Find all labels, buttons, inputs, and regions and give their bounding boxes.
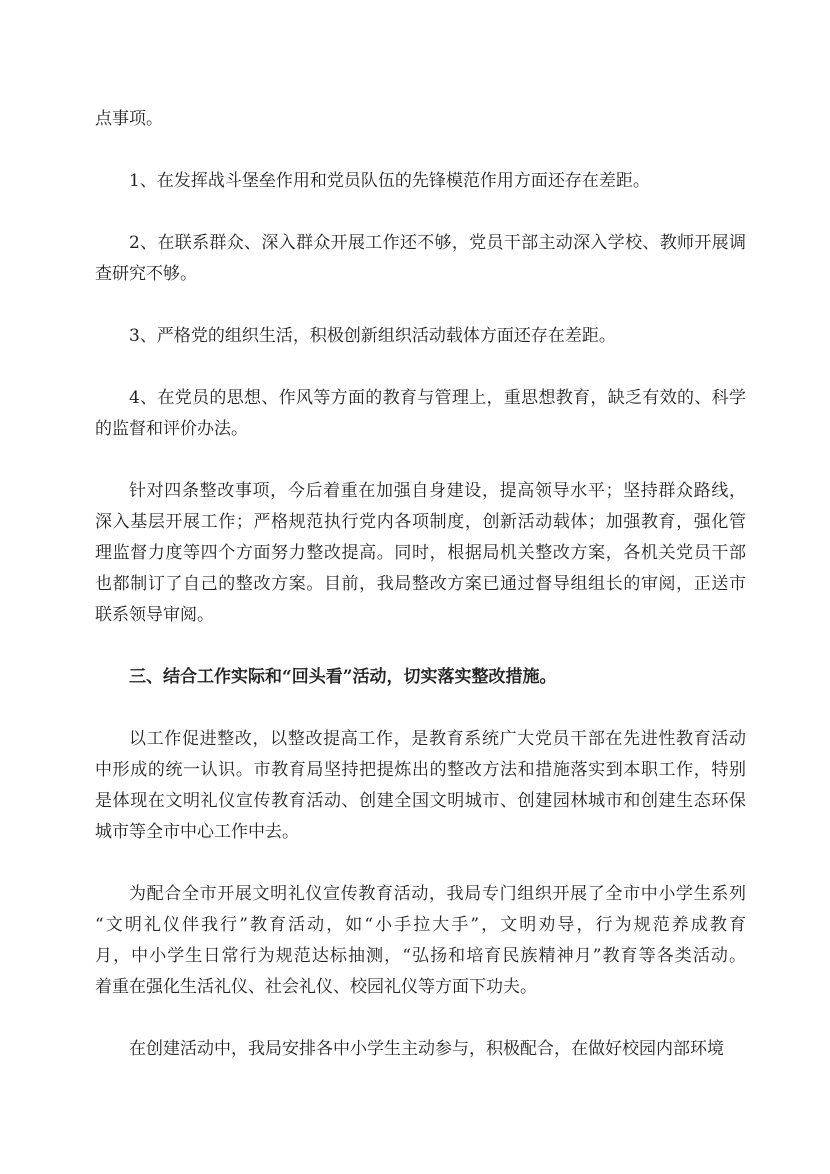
text-line: 的监督和评价办法。 <box>95 419 248 439</box>
text-line: 联系领导审阅。 <box>95 605 214 625</box>
text-line: 点事项。 <box>95 109 163 129</box>
paragraph <box>95 383 746 445</box>
paragraph <box>95 724 746 848</box>
section-heading <box>95 662 746 693</box>
paragraph <box>95 476 746 631</box>
text-line: 三、结合工作实际和“回头看”活动，切实落实整改措施。 <box>129 667 557 687</box>
text-line: 深入基层开展工作；严格规范执行党内各项制度，创新活动载体；加强教育，强化管 <box>95 512 746 532</box>
text-line: 针对四条整改事项，今后着重在加强自身建设，提高领导水平；坚持群众路线， <box>129 481 746 501</box>
paragraph <box>95 166 746 197</box>
text-line: 也都制订了自己的整改方案。目前，我局整改方案已通过督导组组长的审阅，正送市 <box>95 574 746 594</box>
paragraph <box>95 879 746 1003</box>
text-line: “文明礼仪伴我行”教育活动，如“小手拉大手”，文明劝导，行为规范养成教育 <box>95 915 746 935</box>
paragraph <box>95 104 746 135</box>
text-line: 着重在强化生活礼仪、社会礼仪、校园礼仪等方面下功夫。 <box>95 977 537 997</box>
text-line: 2、在联系群众、深入群众开展工作还不够，党员干部主动深入学校、教师开展调 <box>129 233 746 253</box>
document-page <box>95 104 746 1096</box>
text-line: 月，中小学生日常行为规范达标抽测，“弘扬和培育民族精神月”教育等各类活动。 <box>95 946 746 966</box>
text-line: 理监督力度等四个方面努力整改提高。同时，根据局机关整改方案，各机关党员干部 <box>95 543 746 563</box>
text-line: 中形成的统一认识。市教育局坚持把提炼出的整改方法和措施落实到本职工作，特别 <box>95 760 746 780</box>
text-line: 查研究不够。 <box>95 264 197 284</box>
text-line: 为配合全市开展文明礼仪宣传教育活动，我局专门组织开展了全市中小学生系列 <box>129 884 746 904</box>
text-line: 是体现在文明礼仪宣传教育活动、创建全国文明城市、创建园林城市和创建生态环保 <box>95 791 746 811</box>
text-line: 以工作促进整改，以整改提高工作，是教育系统广大党员干部在先进性教育活动 <box>129 729 746 749</box>
text-line: 1、在发挥战斗堡垒作用和党员队伍的先锋模范作用方面还存在差距。 <box>129 171 650 191</box>
text-line: 城市等全市中心工作中去。 <box>95 822 299 842</box>
text-line: 3、严格党的组织生活，积极创新组织活动载体方面还存在差距。 <box>129 326 616 346</box>
paragraph <box>95 321 746 352</box>
text-line: 在创建活动中，我局安排各中小学生主动参与，积极配合，在做好校园内部环境 <box>129 1039 724 1059</box>
paragraph <box>95 1034 746 1065</box>
paragraph <box>95 228 746 290</box>
text-line: 4、在党员的思想、作风等方面的教育与管理上，重思想教育，缺乏有效的、科学 <box>129 388 746 408</box>
